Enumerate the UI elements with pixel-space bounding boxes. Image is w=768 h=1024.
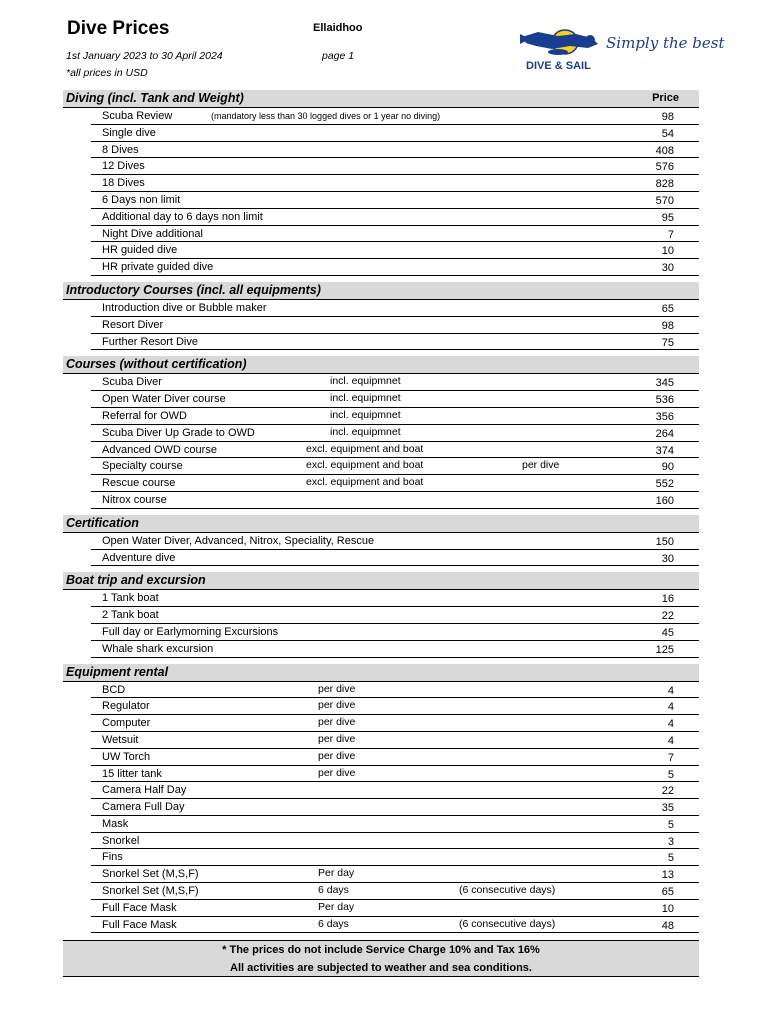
item-label: 2 Tank boat	[102, 609, 159, 622]
item-price: 65	[661, 302, 674, 315]
validity-dates: 1st January 2023 to 30 April 2024	[66, 50, 223, 62]
item-label: 18 Dives	[102, 177, 145, 190]
item-label: UW Torch	[102, 750, 151, 763]
item-price: 16	[661, 593, 674, 606]
item-price: 5	[667, 768, 674, 781]
section-header	[63, 572, 699, 590]
item-label: Wetsuit	[102, 733, 139, 746]
price-row	[91, 317, 699, 334]
item-label: Snorkel	[102, 834, 140, 847]
item-label: Camera Half Day	[102, 784, 187, 797]
item-price: 30	[661, 552, 674, 565]
item-condition: per dive	[318, 732, 356, 745]
price-row	[91, 425, 699, 442]
price-table	[63, 90, 699, 933]
item-price: 13	[661, 869, 674, 882]
item-label: 15 litter tank	[102, 767, 162, 780]
item-price: 45	[661, 626, 674, 639]
item-price: 98	[661, 319, 674, 332]
item-label: Advanced OWD course	[102, 443, 217, 456]
item-label: Computer	[102, 717, 151, 730]
price-row	[91, 391, 699, 408]
price-row	[91, 125, 699, 142]
footer-line-conditions: All activities are subjected to weather and sea conditions.	[230, 962, 532, 974]
item-label: Full day or Earlymorning Excursions	[102, 625, 279, 638]
price-row	[91, 799, 699, 816]
item-price: 7	[667, 228, 674, 241]
price-row	[91, 300, 699, 317]
price-row	[91, 533, 699, 550]
price-row	[91, 550, 699, 567]
logo-slogan: Simply the best	[606, 34, 725, 52]
currency-note: *all prices in USD	[66, 67, 148, 79]
item-condition: per dive	[318, 749, 356, 762]
section-title: Introductory Courses (incl. all equipments)	[66, 282, 321, 297]
item-price: 90	[661, 461, 674, 474]
item-price: 54	[661, 127, 674, 140]
item-extra: per dive	[522, 459, 560, 472]
price-row	[91, 374, 699, 391]
item-price: 264	[655, 427, 674, 440]
item-price: 10	[661, 902, 674, 915]
item-label: 6 Days non limit	[102, 193, 181, 206]
item-label: Resort Diver	[102, 318, 164, 331]
item-label: HR guided dive	[102, 244, 178, 257]
item-price: 5	[667, 852, 674, 865]
item-condition: excl. equipment and boat	[306, 459, 424, 472]
footer-notice	[63, 940, 699, 977]
item-label: Snorkel Set (M,S,F)	[102, 885, 199, 898]
item-condition: excl. equipment and boat	[306, 442, 424, 455]
item-condition: per dive	[318, 766, 356, 779]
item-condition: excl. equipment and boat	[306, 476, 424, 489]
price-row	[91, 698, 699, 715]
item-price: 828	[655, 178, 674, 191]
diver-logo-icon	[518, 22, 604, 62]
item-label: Full Face Mask	[102, 901, 177, 914]
price-row	[91, 475, 699, 492]
item-label: Nitrox course	[102, 493, 167, 506]
item-label: Regulator	[102, 700, 150, 713]
price-row	[91, 732, 699, 749]
price-row	[91, 682, 699, 699]
item-label: Referral for OWD	[102, 409, 187, 422]
item-price: 552	[655, 478, 674, 491]
section-header	[63, 90, 699, 108]
logo-brand: DIVE & SAIL	[526, 60, 591, 72]
section-title: Certification	[66, 515, 139, 530]
price-row	[91, 334, 699, 351]
item-price: 30	[661, 262, 674, 275]
item-price: 10	[661, 245, 674, 258]
section-header	[63, 356, 699, 374]
item-price: 576	[655, 161, 674, 174]
item-label: Scuba Diver	[102, 376, 162, 389]
section-header	[63, 515, 699, 533]
item-price: 4	[667, 684, 674, 697]
item-price: 95	[661, 211, 674, 224]
price-row	[91, 242, 699, 259]
item-label: Rescue course	[102, 477, 176, 490]
item-note: (mandatory less than 30 logged dives or 1 year no diving)	[211, 111, 441, 121]
item-condition: per dive	[318, 716, 356, 729]
item-label: 12 Dives	[102, 160, 145, 173]
item-price: 4	[667, 718, 674, 731]
footer-line-tax: * The prices do not include Service Charge 10% and Tax 16%	[222, 944, 540, 956]
item-label: 8 Dives	[102, 143, 139, 156]
price-row	[91, 749, 699, 766]
item-price: 356	[655, 410, 674, 423]
item-label: Camera Full Day	[102, 801, 185, 814]
item-condition: incl. equipmnet	[330, 425, 401, 438]
item-price: 5	[667, 818, 674, 831]
price-row	[91, 192, 699, 209]
price-row	[91, 816, 699, 833]
price-row	[91, 782, 699, 799]
price-row	[91, 158, 699, 175]
price-row	[91, 142, 699, 159]
location-label: Ellaidhoo	[313, 22, 363, 34]
price-row	[91, 458, 699, 475]
item-price: 4	[667, 701, 674, 714]
item-condition: per dive	[318, 699, 356, 712]
price-row	[91, 833, 699, 850]
item-price: 3	[667, 835, 674, 848]
section-header	[63, 664, 699, 682]
item-price: 374	[655, 444, 674, 457]
item-price: 150	[655, 535, 674, 548]
page-title: Dive Prices	[67, 18, 170, 39]
item-price: 4	[667, 734, 674, 747]
price-column-header: Price	[652, 92, 679, 104]
price-row	[91, 917, 699, 934]
item-price: 345	[655, 377, 674, 390]
item-label: Scuba Diver Up Grade to OWD	[102, 426, 255, 439]
item-label: Adventure dive	[102, 551, 176, 564]
page-number: page 1	[322, 50, 355, 62]
item-extra: (6 consecutive days)	[459, 884, 556, 897]
item-price: 65	[661, 886, 674, 899]
item-condition: 6 days	[318, 884, 349, 897]
item-label: Open Water Diver, Advanced, Nitrox, Speciality, Rescue	[102, 534, 375, 547]
item-condition: Per day	[318, 900, 355, 913]
item-label: Further Resort Dive	[102, 335, 198, 348]
item-label: Mask	[102, 817, 129, 830]
price-row	[91, 209, 699, 226]
item-price: 408	[655, 144, 674, 157]
item-price: 7	[667, 751, 674, 764]
item-price: 160	[655, 494, 674, 507]
price-row	[91, 259, 699, 276]
item-price: 75	[661, 336, 674, 349]
price-row	[91, 866, 699, 883]
price-row	[91, 715, 699, 732]
item-price: 22	[661, 785, 674, 798]
item-label: Additional day to 6 days non limit	[102, 210, 263, 223]
item-label: Single dive	[102, 126, 156, 139]
section-title: Courses (without certification)	[66, 357, 247, 372]
item-price: 35	[661, 802, 674, 815]
section-title: Equipment rental	[66, 664, 169, 679]
item-label: Fins	[102, 851, 123, 864]
item-label: Full Face Mask	[102, 918, 177, 931]
item-condition: incl. equipmnet	[330, 375, 401, 388]
item-price: 48	[661, 919, 674, 932]
item-condition: incl. equipmnet	[330, 408, 401, 421]
price-row	[91, 607, 699, 624]
item-label: BCD	[102, 683, 126, 696]
item-label: HR private guided dive	[102, 261, 214, 274]
price-row	[91, 900, 699, 917]
item-price: 22	[661, 610, 674, 623]
price-row	[91, 226, 699, 243]
item-condition: incl. equipmnet	[330, 392, 401, 405]
item-label: Introduction dive or Bubble maker	[102, 301, 267, 314]
section-header	[63, 282, 699, 300]
item-condition: Per day	[318, 867, 355, 880]
item-condition: per dive	[318, 682, 356, 695]
price-row	[91, 883, 699, 900]
item-price: 98	[661, 111, 674, 123]
dive-and-sail-logo	[518, 20, 725, 78]
price-row	[91, 849, 699, 866]
item-price: 536	[655, 394, 674, 407]
item-label: Open Water Diver course	[102, 393, 226, 406]
item-label: 1 Tank boat	[102, 592, 159, 605]
price-row	[91, 766, 699, 783]
item-condition: 6 days	[318, 917, 349, 930]
item-label: Snorkel Set (M,S,F)	[102, 868, 199, 881]
price-row	[91, 492, 699, 509]
price-row	[91, 408, 699, 425]
price-row	[91, 641, 699, 658]
item-label: Scuba Review	[102, 110, 173, 122]
item-label: Specialty course	[102, 460, 183, 473]
item-extra: (6 consecutive days)	[459, 917, 556, 930]
price-row	[91, 108, 699, 125]
price-row	[91, 624, 699, 641]
section-title: Diving (incl. Tank and Weight)	[66, 91, 244, 105]
price-row	[91, 590, 699, 607]
item-label: Night Dive additional	[102, 227, 203, 240]
item-price: 570	[655, 194, 674, 207]
item-price: 125	[655, 643, 674, 656]
item-label: Whale shark excursion	[102, 642, 214, 655]
price-row	[91, 442, 699, 459]
price-row	[91, 175, 699, 192]
section-title: Boat trip and excursion	[66, 573, 206, 588]
